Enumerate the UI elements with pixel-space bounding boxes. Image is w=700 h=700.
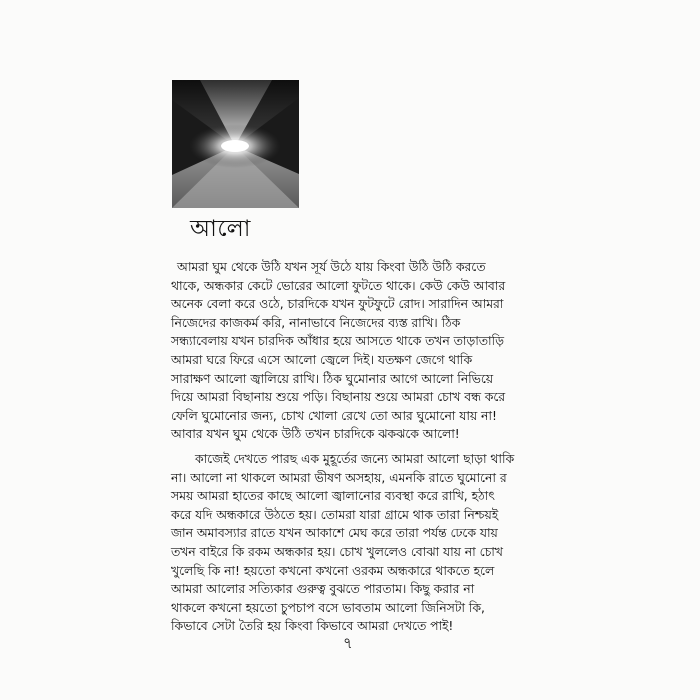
text-line: সময় আমরা হাতের কাছে আলো জ্বালানোর ব্যবস্থা করে রাখি, হঠাৎ — [171, 489, 495, 504]
text-line: করে যদি অন্ধকারে উঠতে হয়। তোমরা যারা গ্রামে থাক তারা নিশ্চয়ই — [171, 507, 499, 522]
text-line: তখন বাইরে কি রকম অন্ধকার হয়। চোখ খুললেও বোঝা যায় না চোখ — [171, 544, 503, 559]
text-line: অনেক বেলা করে ওঠে, চারদিকে যখন ফুটফুটে রোদ। সারাদিন আমরা — [171, 297, 504, 312]
text-line: নিজেদের কাজকর্ম করি, নানাভাবে নিজেদের ব্যস্ত রাখি। ঠিক — [171, 315, 461, 330]
text-line: সন্ধ্যাবেলায় যখন চারদিক আঁধার হয়ে আসতে থাকে তখন তাড়াতাড়ি — [171, 334, 504, 349]
text-line: কাজেই দেখতে পারছ এক মুহূর্তের জন্যে আমরা আলো ছাড়া থাকি — [195, 451, 515, 466]
text-line: আবার যখন ঘুম থেকে উঠি তখন চারদিকে ঝকঝকে আলো! — [171, 427, 460, 442]
text-line: আমরা ঘুম থেকে উঠি যখন সূর্য উঠে যায় কিংবা উঠি উঠি করতে — [177, 260, 486, 274]
text-line: থাকে, অন্ধকার কেটে ভোরের আলো ফুটতে থাকে। কেউ কেউ আবার — [171, 278, 506, 293]
chapter-title: আলো — [190, 216, 251, 242]
text-line: খুলেছি কি না! হয়তো কখনো কখনো ওরকম অন্ধকারে থাকতে হলে — [171, 563, 495, 578]
text-line: দিয়ে আমরা বিছানায় শুয়ে পড়ি। বিছানায় শুয়ে আমরা চোখ বন্ধ করে — [171, 390, 506, 405]
text-line: আমরা ঘরে ফিরে এসে আলো জ্বেলে দিই। যতক্ষণ জেগে থাকি — [171, 352, 473, 367]
text-line: ফেলি ঘুমোনোর জন্য, চোখ খোলা রেখে তো আর ঘুমোনো যায় না! — [171, 408, 497, 423]
text-line: থাকলে কখনো হয়তো চুপচাপ বসে ভাবতাম আলো জিনিসটা কি, — [171, 600, 485, 615]
text-line: কিভাবে সেটা তৈরি হয় কিংবা কিভাবে আমরা দেখতে পাই! — [171, 619, 454, 634]
text-line: সারাক্ষণ আলো জ্বালিয়ে রাখি। ঠিক ঘুমোনার আগে আলো নিভিয়ে — [171, 371, 494, 386]
paragraph-2 — [171, 450, 529, 636]
page-number: ৭ — [343, 634, 353, 652]
light-beam-illustration — [172, 80, 299, 208]
paragraph-1 — [171, 258, 529, 444]
light-beam-photo — [172, 80, 299, 208]
text-line: না। আলো না থাকলে আমরা ভীষণ অসহায়, এমনকি রাতে ঘুমোনো র — [171, 470, 507, 485]
chapter-body — [171, 258, 529, 636]
text-line: আমরা আলোর সত্যিকার গুরুত্ব বুঝতে পারতাম। কিছু করার না — [171, 582, 475, 597]
text-line: জান অমাবস্যার রাতে যখন আকাশে মেঘ করে তারা পর্যন্ত ঢেকে যায় — [171, 526, 498, 541]
